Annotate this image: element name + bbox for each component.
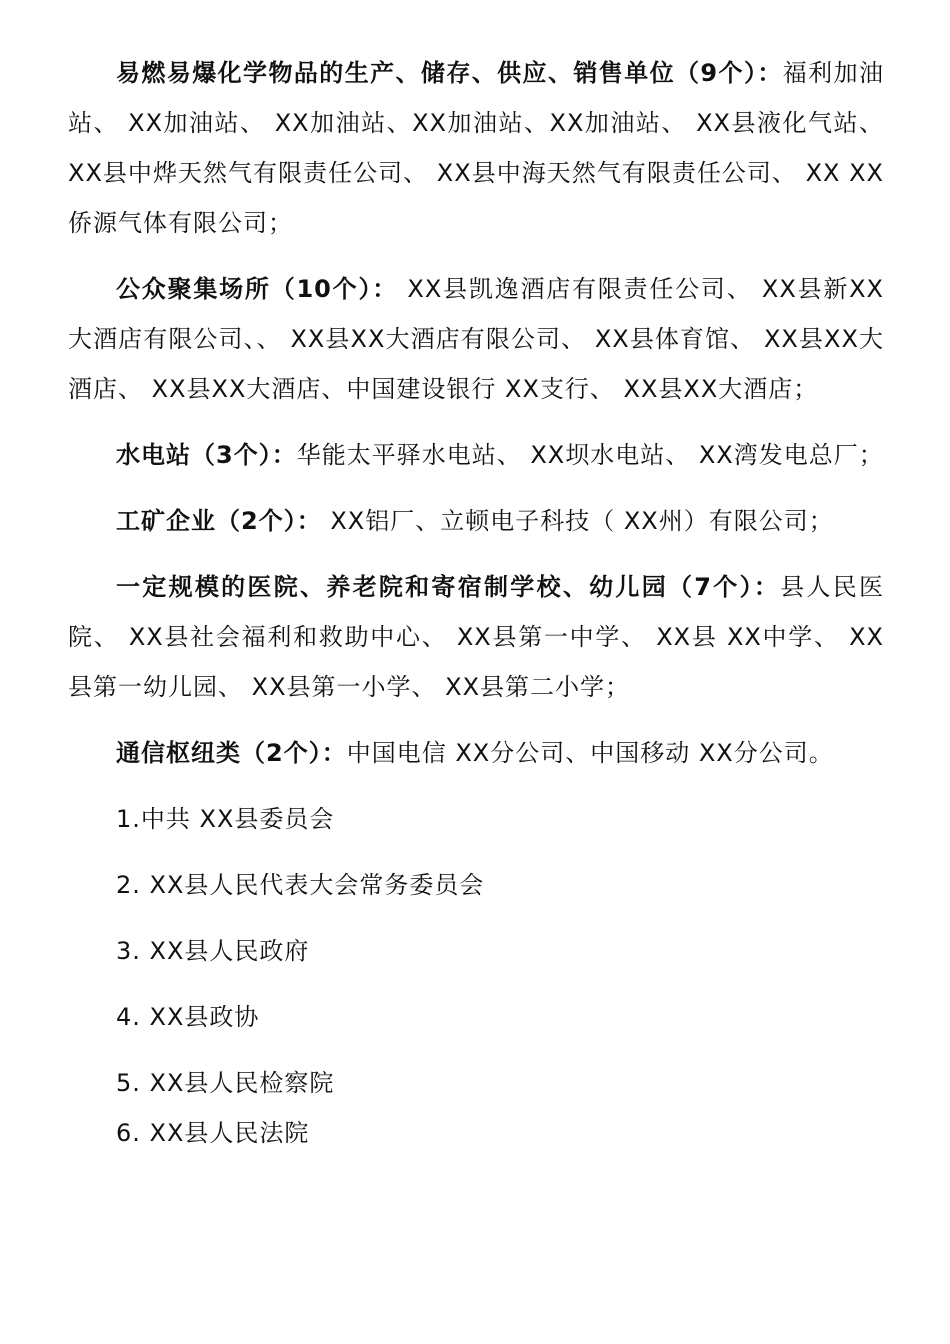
- category-heading: 一定规模的医院、养老院和寄宿制学校、幼儿园（7个）：: [116, 573, 781, 601]
- unit-list: [68, 794, 884, 1158]
- document-page: [68, 48, 884, 1174]
- unit-list-item: 3. XX县人民政府: [116, 937, 310, 965]
- category-text: XX铝厂、立顿电子科技（ XX州）有限公司；: [321, 507, 834, 535]
- category-heading: 公众聚集场所（10个）：: [116, 275, 399, 303]
- category-text: 华能太平驿水电站、 XX坝水电站、 XX湾发电总厂；: [296, 441, 884, 469]
- unit-list-item: 4. XX县政协: [116, 1003, 260, 1031]
- category-paragraph-public-gathering: [68, 264, 884, 414]
- unit-list-item: 1.中共 XX县委员会: [116, 805, 335, 833]
- category-text: 福利加油站、 XX加油站、 XX加油站、XX加油站、XX加油站、 XX县液化气站、 XX县中烨天然气有限责任公司、 XX县中海天然气有限责任公司、 XX XX侨源气体有限公司；: [68, 59, 884, 237]
- category-text: 县人民医院、 XX县社会福利和救助中心、 XX县第一中学、 XX县 XX中学、 XX县第一幼儿园、 XX县第一小学、 XX县第二小学；: [68, 573, 884, 701]
- category-text: 中国电信 XX分公司、中国移动 XX分公司。: [346, 739, 834, 767]
- category-heading: 通信枢纽类（2个）：: [116, 739, 347, 767]
- category-heading: 工矿企业（2个）：: [116, 507, 322, 535]
- category-paragraph-communications: [68, 728, 884, 778]
- category-paragraph-industrial-mining: [68, 496, 884, 546]
- category-text: XX县凯逸酒店有限责任公司、 XX县新XX大酒店有限公司、、 XX县XX大酒店有限公司、 XX县体育馆、 XX县XX大酒店、 XX县XX大酒店、中国建设银行 XX支行、 XX县XX大酒店；: [68, 275, 885, 403]
- unit-list-item: 6. XX县人民法院: [116, 1119, 310, 1147]
- category-paragraph-hydropower: [68, 430, 884, 480]
- category-heading: 水电站（3个）：: [116, 441, 297, 469]
- unit-list-item: 2. XX县人民代表大会常务委员会: [116, 871, 485, 899]
- category-paragraph-hazardous-chemicals: [68, 48, 884, 248]
- unit-list-item: 5. XX县人民检察院: [116, 1069, 335, 1097]
- category-heading: 易燃易爆化学物品的生产、储存、供应、销售单位（9个）：: [116, 59, 783, 87]
- category-paragraph-hospitals-schools: [68, 562, 884, 712]
